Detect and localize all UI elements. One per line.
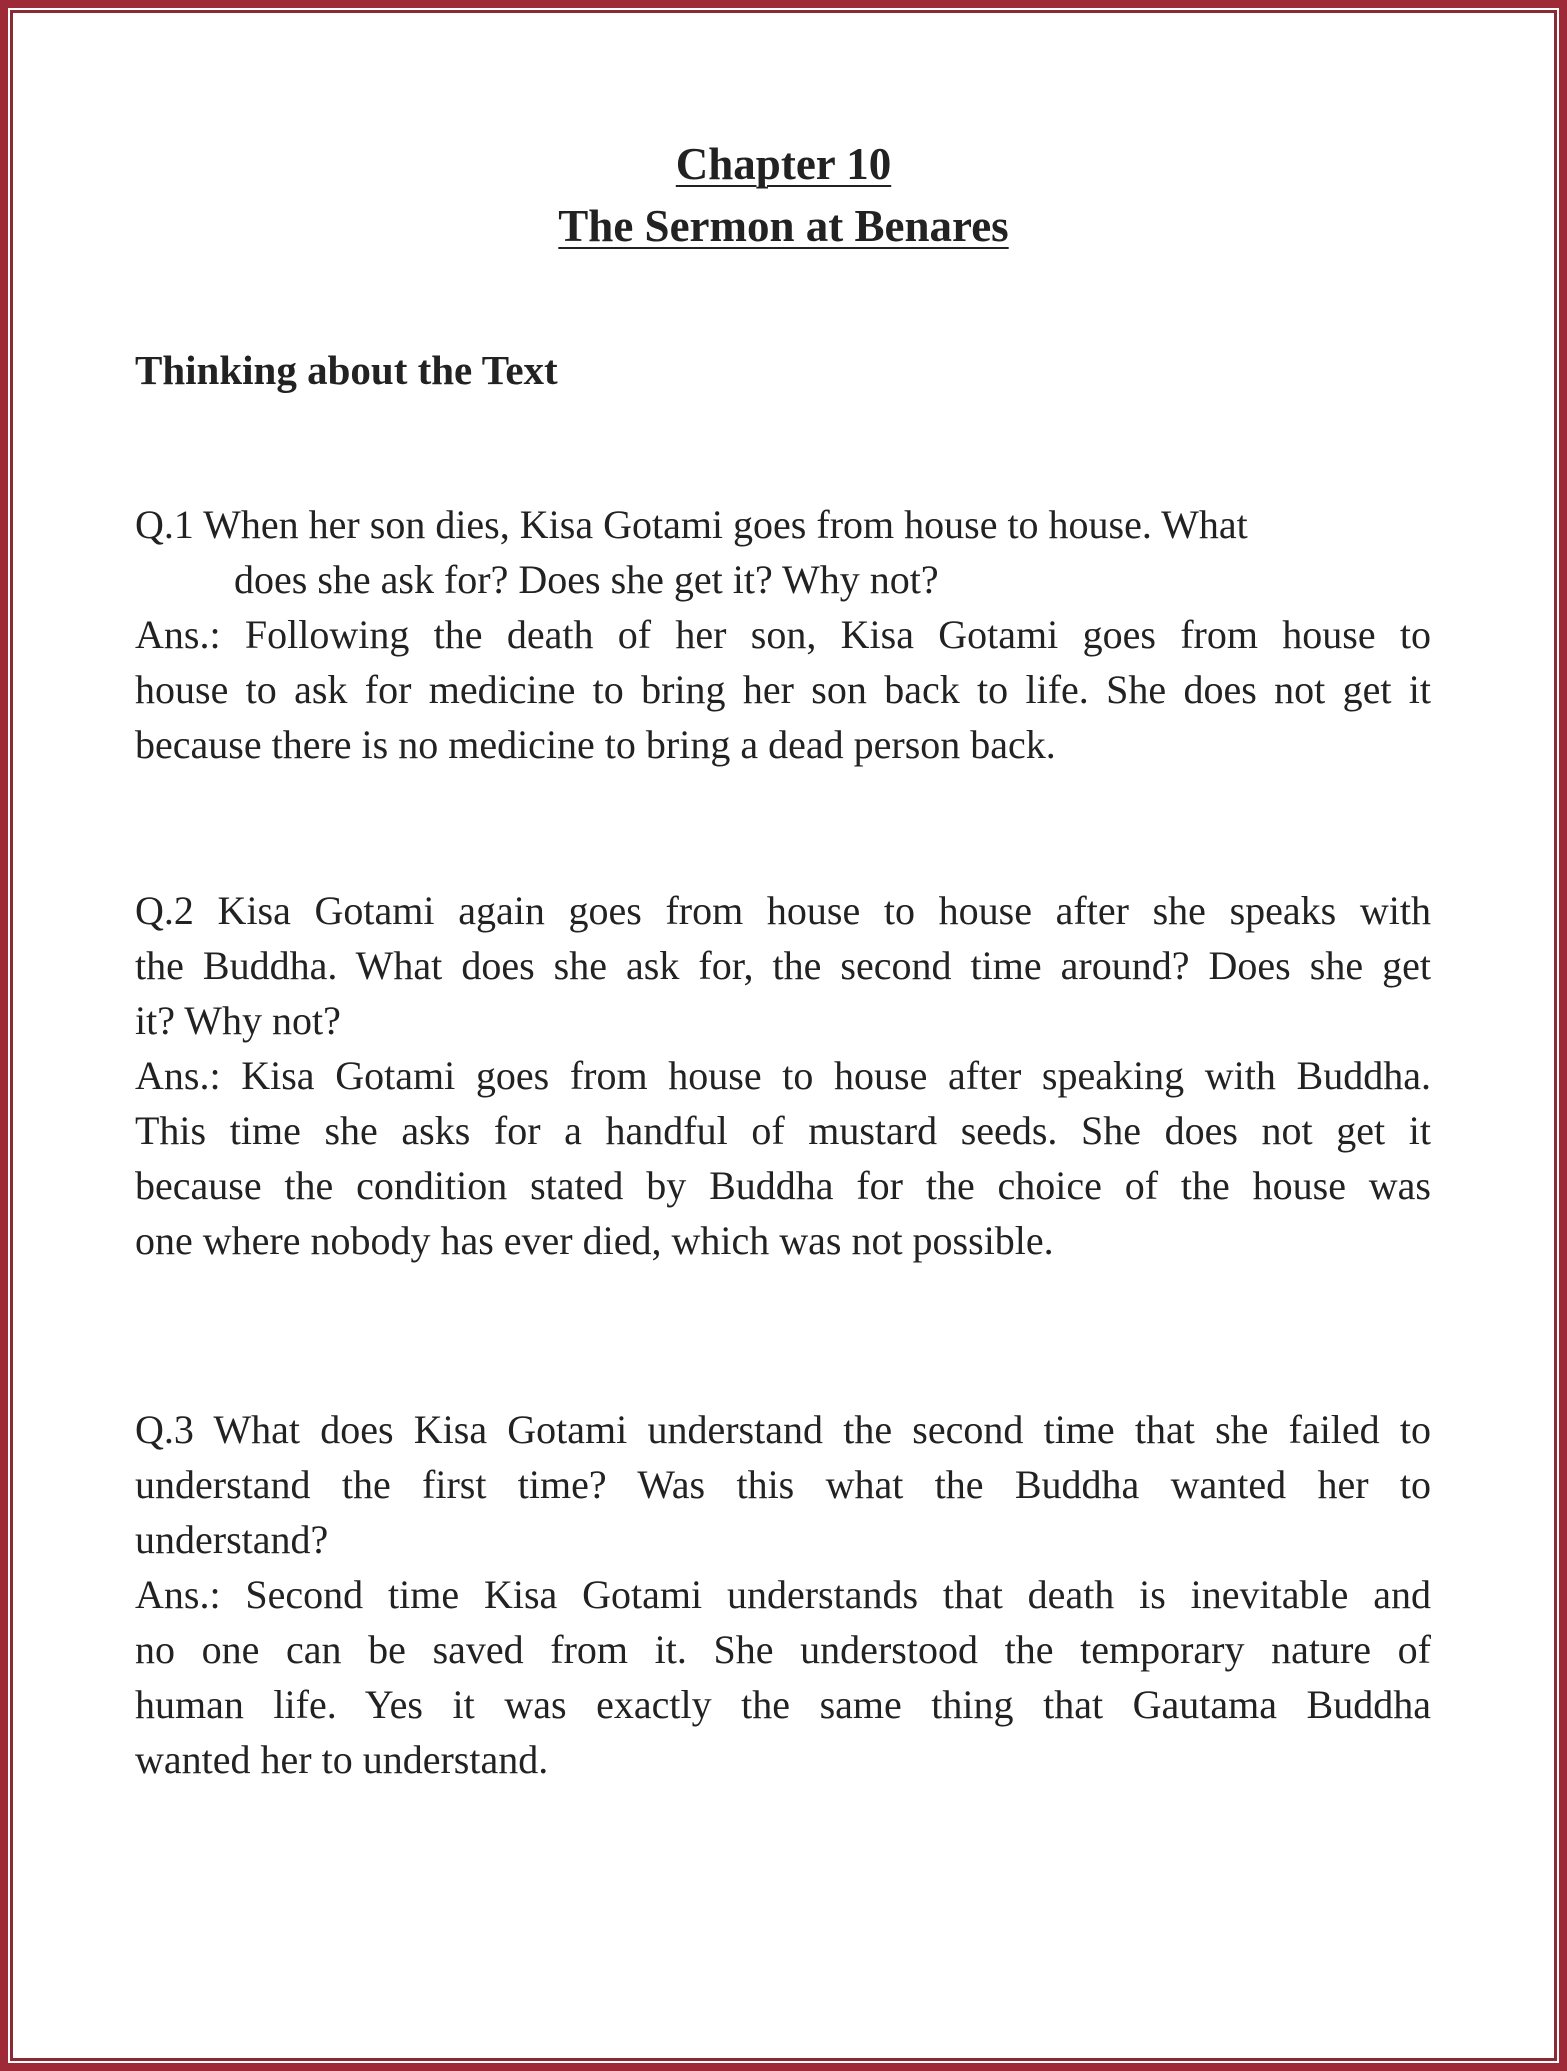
text-line: This time she asks for a handful of mustard seeds. She does not get it	[135, 1108, 1431, 1153]
text-line: does she ask for? Does she get it? Why not?	[234, 557, 939, 602]
answer-line: Ans.: Following the death of her son, Kisa Gotami goes from house to	[135, 612, 1431, 657]
text-line: because the condition stated by Buddha for the choice of the house was	[135, 1163, 1431, 1208]
text-line: Q.3 What does Kisa Gotami understand the second time that she failed to	[135, 1407, 1431, 1452]
question-3-block	[135, 1402, 1431, 1787]
text-line: the Buddha. What does she ask for, the second time around? Does she get	[135, 943, 1431, 988]
chapter-number: Chapter 10	[675, 139, 892, 189]
text-line: no one can be saved from it. She understood the temporary nature of	[135, 1627, 1431, 1672]
question-1-block	[135, 497, 1431, 772]
chapter-title: The Sermon at Benares	[558, 201, 1009, 251]
text-line: human life. Yes it was exactly the same thing that Gautama Buddha	[135, 1682, 1431, 1727]
text-line: understand the first time? Was this what the Buddha wanted her to	[135, 1462, 1431, 1507]
text-line: house to ask for medicine to bring her son back to life. She does not get it	[135, 667, 1431, 712]
text-line: Q.1 When her son dies, Kisa Gotami goes from house to house. What	[135, 502, 1248, 547]
text-line: because there is no medicine to bring a dead person back.	[135, 722, 1056, 767]
answer-line: Ans.: Second time Kisa Gotami understands that death is inevitable and	[135, 1572, 1431, 1617]
section-heading: Thinking about the Text	[135, 347, 558, 393]
text-line: one where nobody has ever died, which was not possible.	[135, 1218, 1054, 1263]
text-line: it? Why not?	[135, 998, 341, 1043]
text-line: wanted her to understand.	[135, 1737, 549, 1782]
text-line: understand?	[135, 1517, 329, 1562]
answer-line: Ans.: Kisa Gotami goes from house to house after speaking with Buddha.	[135, 1053, 1431, 1098]
text-line: Q.2 Kisa Gotami again goes from house to house after she speaks with	[135, 888, 1431, 933]
question-2-block	[135, 883, 1431, 1268]
